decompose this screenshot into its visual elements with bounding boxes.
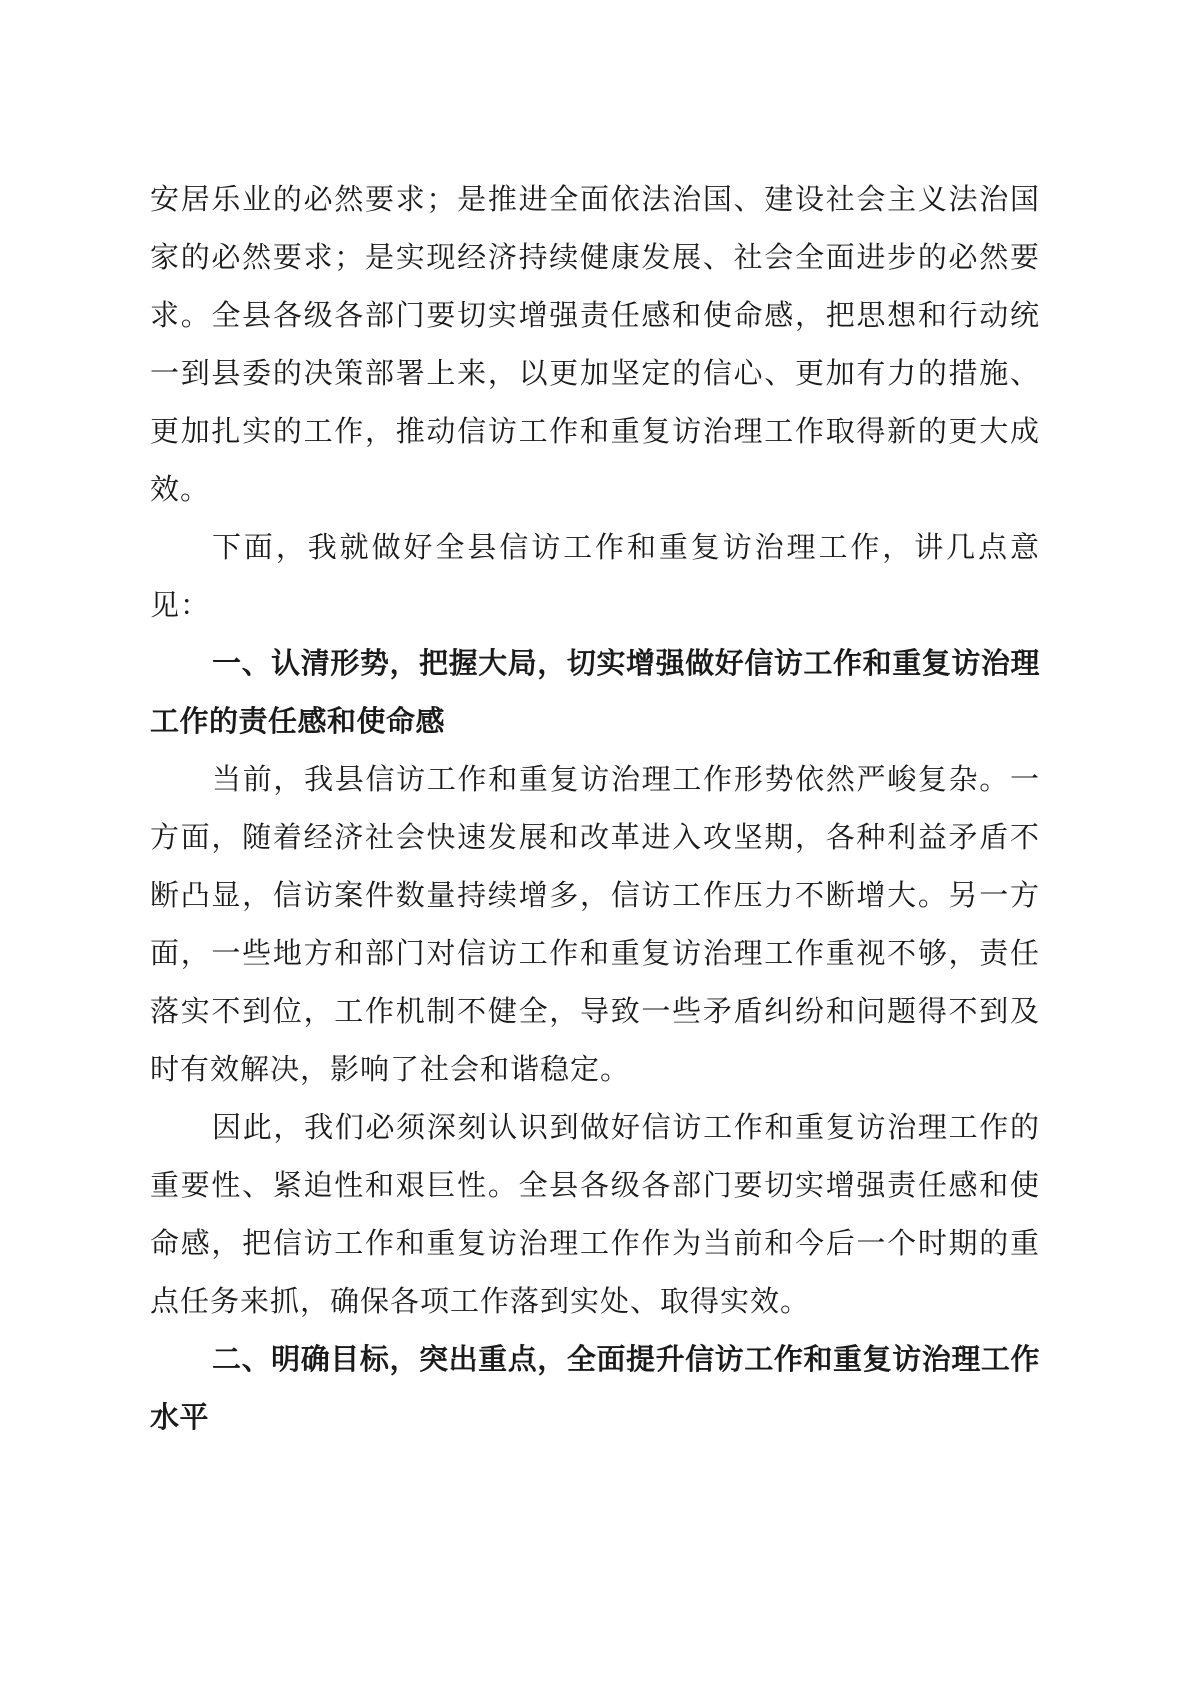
paragraph-situation: 当前，我县信访工作和重复访治理工作形势依然严峻复杂。一方面，随着经济社会快速发展和改革进入攻坚期，各种利益矛盾不断凸显，信访案件数量持续增多，信访工作压力不断增大。另一方面，一些地方和部门对信访工作和重复访治理工作重视不够，责任落实不到位，工作机制不健全，导致一些矛盾纠纷和问题得不到及时有效解决，影响了社会和谐稳定。 [150, 762, 1040, 1086]
section-heading-2: 二、明确目标，突出重点，全面提升信访工作和重复访治理工作水平 [150, 1342, 1040, 1434]
document-body [150, 170, 1040, 1446]
section-heading-1: 一、认清形势，把握大局，切实增强做好信访工作和重复访治理工作的责任感和使命感 [150, 646, 1040, 738]
paragraph-intro: 下面，我就做好全县信访工作和重复访治理工作，讲几点意见： [150, 530, 1040, 622]
paragraph-continuation: 安居乐业的必然要求；是推进全面依法治国、建设社会主义法治国家的必然要求；是实现经济持续健康发展、社会全面进步的必然要求。全县各级各部门要切实增强责任感和使命感，把思想和行动统一到县委的决策部署上来，以更加坚定的信心、更加有力的措施、更加扎实的工作，推动信访工作和重复访治理工作取得新的更大成效。 [150, 182, 1040, 506]
paragraph-conclusion: 因此，我们必须深刻认识到做好信访工作和重复访治理工作的重要性、紧迫性和艰巨性。全县各级各部门要切实增强责任感和使命感，把信访工作和重复访治理工作作为当前和今后一个时期的重点任务来抓，确保各项工作落到实处、取得实效。 [150, 1110, 1040, 1318]
